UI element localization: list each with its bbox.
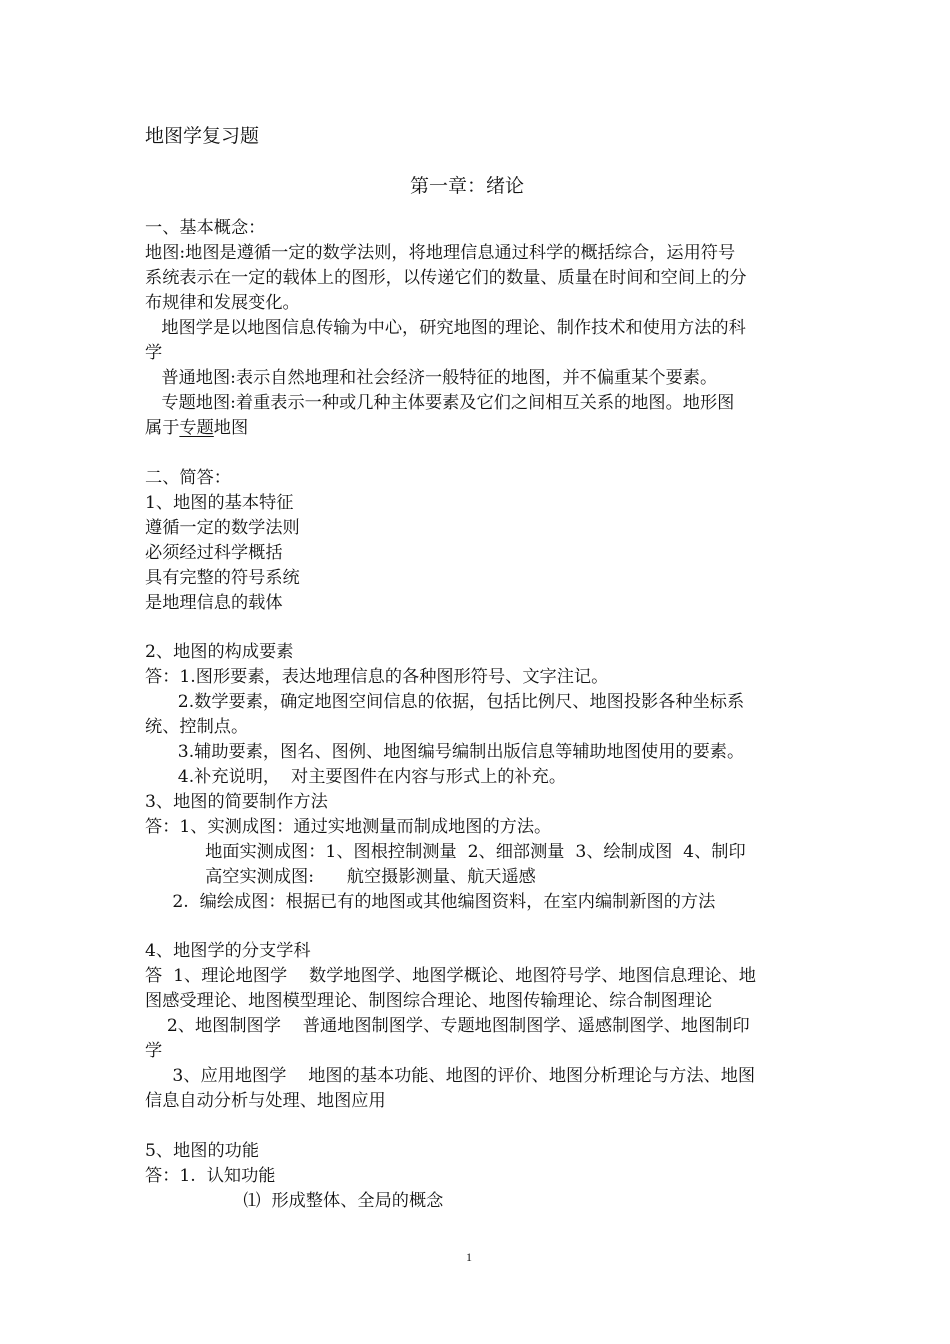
question-title: 1、地图的基本特征 (145, 493, 294, 513)
answer-line: 3.辅助要素，图名、图例、地图编号编制出版信息等辅助地图使用的要素。 (145, 742, 745, 762)
answer-line: 地面实测成图：1、图根控制测量 2、细部测量 3、绘制成图 4、制印 (145, 842, 746, 862)
answer-line: 统、控制点。 (145, 717, 249, 737)
map-definition-line: 系统表示在一定的载体上的图形，以传递它们的数量、质量在时间和空间上的分 (145, 268, 747, 288)
list-item: 必须经过科学概括 (145, 543, 283, 563)
cartography-definition-line: 地图学是以地图信息传输为中心，研究地图的理论、制作技术和使用方法的科 (145, 318, 746, 338)
answer-line: 4.补充说明， 对主要图件在内容与形式上的补充。 (145, 767, 567, 787)
answer-line: 答：1、实测成图：通过实地测量而制成地图的方法。 (145, 817, 552, 837)
question-title: 5、地图的功能 (145, 1141, 260, 1161)
chapter-heading: 第一章：绪论 (410, 175, 525, 197)
thematic-map-text: 地图 (213, 418, 249, 438)
underlined-text: 专题 (179, 418, 214, 438)
question-title: 3、地图的简要制作方法 (145, 792, 328, 812)
general-map-definition: 普通地图:表示自然地理和社会经济一般特征的地图，并不偏重某个要素。 (145, 368, 718, 388)
answer-line: 高空实测成图: 航空摄影测量、航天遥感 (145, 867, 536, 887)
answer-line: 学 (145, 1041, 163, 1061)
answer-line: 2、地图制图学 普通地图制图学、专题地图制图学、遥感制图学、地图制印 (145, 1016, 750, 1036)
thematic-map-text: 属于 (145, 418, 180, 438)
section-heading-basic-concepts: 一、基本概念： (145, 218, 266, 238)
list-item: 具有完整的符号系统 (145, 568, 300, 588)
thematic-map-definition-line (145, 416, 248, 441)
answer-line: 2.数学要素，确定地图空间信息的依据，包括比例尺、地图投影各种坐标系 (145, 692, 745, 712)
answer-line: 2. 编绘成图：根据已有的地图或其他编图资料，在室内编制新图的方法 (145, 892, 716, 912)
section-heading-short-answer: 二、简答： (145, 468, 231, 488)
answer-line: 答 1、理论地图学 数学地图学、地图学概论、地图符号学、地图信息理论、地 (145, 966, 756, 986)
question-title: 4、地图学的分支学科 (145, 941, 311, 961)
answer-line: 答：1. 认知功能 (145, 1166, 276, 1186)
document-title: 地图学复习题 (145, 125, 260, 147)
list-item: 遵循一定的数学法则 (145, 518, 300, 538)
answer-line: 信息自动分析与处理、地图应用 (145, 1091, 386, 1111)
answer-line: ⑴ 形成整体、全局的概念 (145, 1191, 444, 1211)
answer-line: 答：1.图形要素，表达地理信息的各种图形符号、文字注记。 (145, 667, 609, 687)
answer-line: 图感受理论、地图模型理论、制图综合理论、地图传输理论、综合制图理论 (145, 991, 713, 1011)
question-title: 2、地图的构成要素 (145, 642, 294, 662)
page-number: 1 (466, 1250, 472, 1264)
cartography-definition-line: 学 (145, 343, 163, 363)
map-definition-line: 布规律和发展变化。 (145, 293, 300, 313)
answer-line: 3、应用地图学 地图的基本功能、地图的评价、地图分析理论与方法、地图 (145, 1066, 756, 1086)
list-item: 是地理信息的载体 (145, 593, 283, 613)
thematic-map-definition-line: 专题地图:着重表示一种或几种主体要素及它们之间相互关系的地图。地形图 (145, 393, 735, 413)
map-definition-line: 地图:地图是遵循一定的数学法则，将地理信息通过科学的概括综合，运用符号 (145, 243, 736, 263)
